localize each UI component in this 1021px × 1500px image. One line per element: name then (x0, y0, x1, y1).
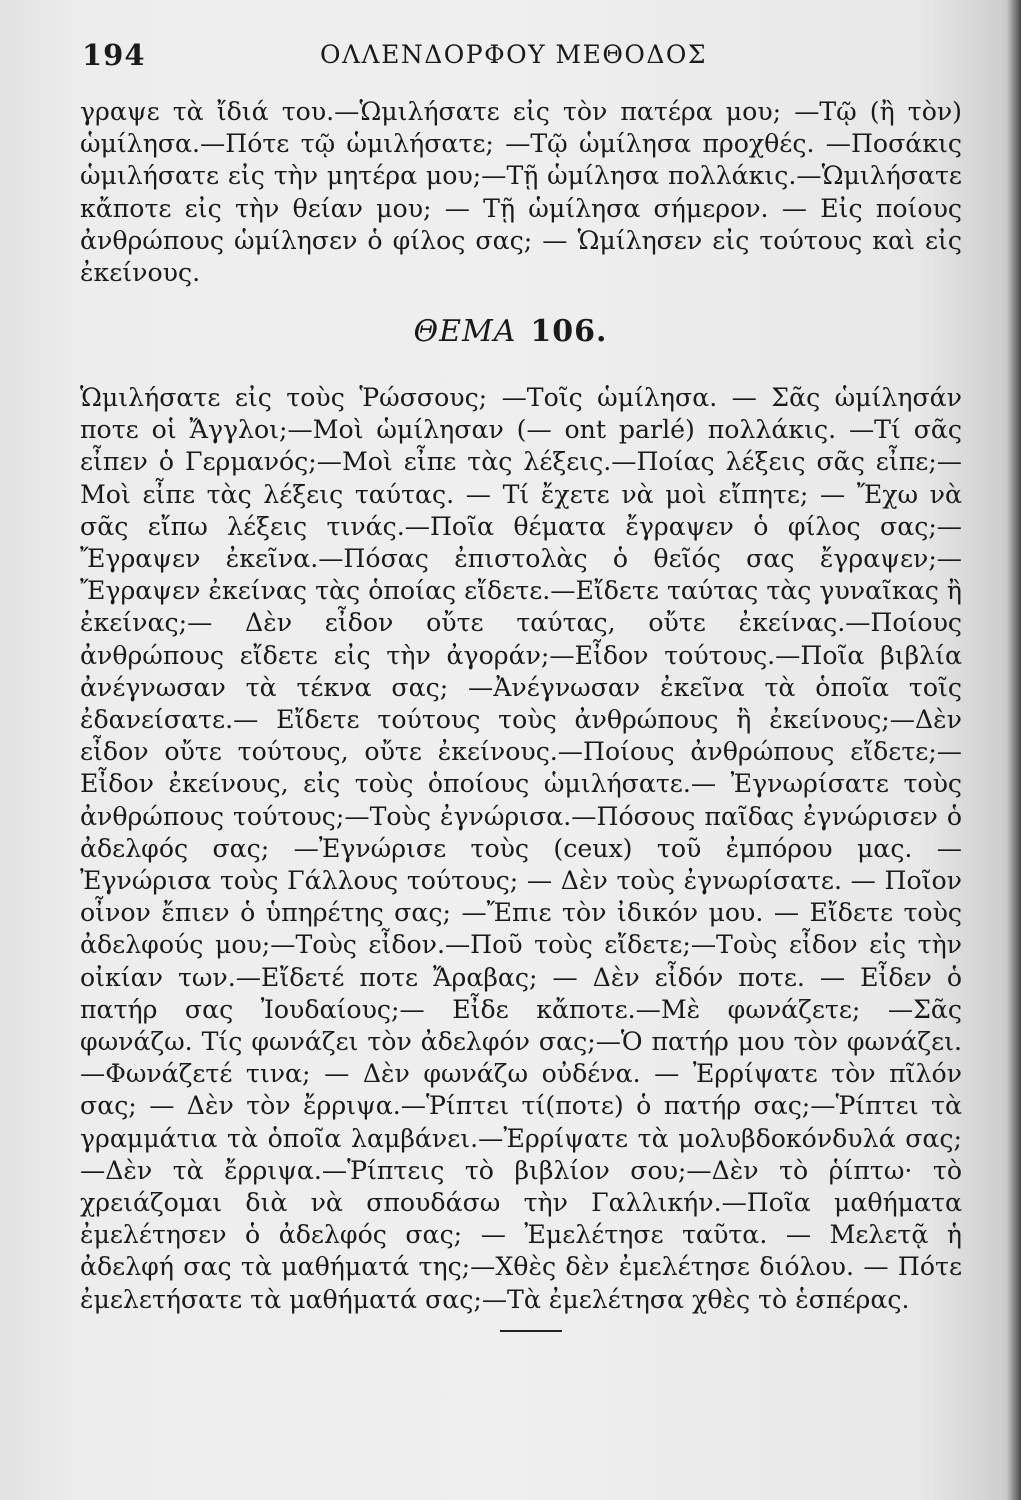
page-header (82, 32, 962, 72)
intro-paragraph: γραψε τὰ ἴδιά του.—Ὡμιλήσατε εἰς τὸν πατέρα μου; —Τῷ (ἢ τὸν) ὡμίλησα.—Πότε τῷ ὡμιλήσατε; —Τῷ ὡμίλησα προχθές. —Ποσάκις ὡμιλήσατε εἰς τὴν μητέρα μου;—Τῇ ὡμίλησα πολλάκις.—Ὡμιλήσατε κἄποτε εἰς τὴν θείαν μου; — Τῇ ὡμίλησα σήμερον. — Εἰς ποίους ἀνθρώπους ὡμίλησεν ὁ φίλος σας; — Ὡμίλησεν εἰς τούτους καὶ εἰς ἐκείνους. (80, 97, 962, 288)
page-number: 194 (82, 38, 146, 72)
page-edge-shadow (1007, 0, 1021, 1500)
running-head: ΟΛΛΕΝΔΟΡΦΟΥ ΜΕΘΟΔΟΣ (320, 40, 708, 69)
section-title (0, 314, 1021, 349)
exercise-paragraph: Ὡμιλήσατε εἰς τοὺς Ῥώσσους; —Τοῖς ὡμίλησα. — Σᾶς ὡμίλησάν ποτε οἱ Ἄγγλοι;—Μοὶ ὡμίλησαν (— ont parlé) πολλάκις. —Τί σᾶς εἶπεν ὁ Γερμανός;—Μοὶ εἶπε τὰς λέξεις.—Ποίας λέξεις σᾶς εἶπε;— Μοὶ εἶπε τὰς λέξεις ταύτας. — Τί ἔχετε νὰ μοὶ εἴπητε; — Ἔχω νὰ σᾶς εἴπω λέξεις τινάς.—Ποῖα θέματα ἔγραψεν ὁ φίλος σας;—Ἔγραψεν ἐκεῖνα.—Πόσας ἐπιστολὰς ὁ θεῖός σας ἔγραψεν;—Ἔγραψεν ἐκείνας τὰς ὁποίας εἴδετε.—Εἴδετε ταύτας τὰς γυναῖκας ἢ ἐκείνας;— Δὲν εἶδον οὔτε ταύτας, οὔτε ἐκείνας.—Ποίους ἀνθρώπους εἴδετε εἰς τὴν ἀγοράν;—Εἶδον τούτους.—Ποῖα βιβλία ἀνέγνωσαν τὰ τέκνα σας; —Ἀνέγνωσαν ἐκεῖνα τὰ ὁποῖα τοῖς ἐδανείσατε.— Εἴδετε τούτους τοὺς ἀνθρώπους ἢ ἐκείνους;—Δὲν εἶδον οὔτε τούτους, οὔτε ἐκείνους.—Ποίους ἀνθρώπους εἴδετε;—Εἶδον ἐκείνους, εἰς τοὺς ὁποίους ὡμιλήσατε.— Ἐγνωρίσατε τοὺς ἀνθρώπους τούτους;—Τοὺς ἐγνώρισα.—Πόσους παῖδας ἐγνώρισεν ὁ ἀδελφός σας; —Ἐγνώρισε τοὺς (ceux) τοῦ ἐμπόρου μας. —Ἐγνώρισα τοὺς Γάλλους τούτους; — Δὲν τοὺς ἐγνωρίσατε. — Ποῖον οἶνον ἔπιεν ὁ ὑπηρέτης σας; —Ἔπιε τὸν ἰδικόν μου. — Εἴδετε τοὺς ἀδελφούς μου;—Τοὺς εἶδον.—Ποῦ τοὺς εἴδετε;—Τοὺς εἶδον εἰς τὴν οἰκίαν των.—Εἴδετέ ποτε Ἄραβας; — Δὲν εἶδόν ποτε. — Εἶδεν ὁ πατήρ σας Ἰουδαίους;— Εἶδε κἄποτε.—Μὲ φωνάζετε; —Σᾶς φωνάζω. Τίς φωνάζει τὸν ἀδελφόν σας;—Ὁ πατήρ μου τὸν φωνάζει.—Φωνάζετέ τινα; — Δὲν φωνάζω οὐδένα. — Ἐρρίψατε τὸν πῖλόν σας; — Δὲν τὸν ἔρριψα.—Ῥίπτει τί(ποτε) ὁ πατήρ σας;—Ῥίπτει τὰ γραμμάτια τὰ ὁποῖα λαμβάνει.—Ἐρρίψατε τὰ μολυβδοκόνδυλά σας;—Δὲν τὰ ἔρριψα.—Ῥίπτεις τὸ βιβλίον σου;—Δὲν τὸ ῥίπτω· τὸ χρειάζομαι διὰ νὰ σπουδάσω τὴν Γαλλικήν.—Ποῖα μαθήματα ἐμελέτησεν ὁ ἀδελφός σας; — Ἐμελέτησε ταῦτα. — Μελετᾷ ἡ ἀδελφή σας τὰ μαθήματά της;—Χθὲς δὲν ἐμελέτησε διόλου. — Πότε ἐμελετήσατε τὰ μαθήματά σας;—Τὰ ἐμελέτησα χθὲς τὸ ἑσπέρας. (80, 383, 962, 1314)
end-rule (500, 1330, 562, 1332)
section-label: ΘΕΜΑ (413, 314, 517, 349)
section-number: 106. (530, 314, 608, 349)
